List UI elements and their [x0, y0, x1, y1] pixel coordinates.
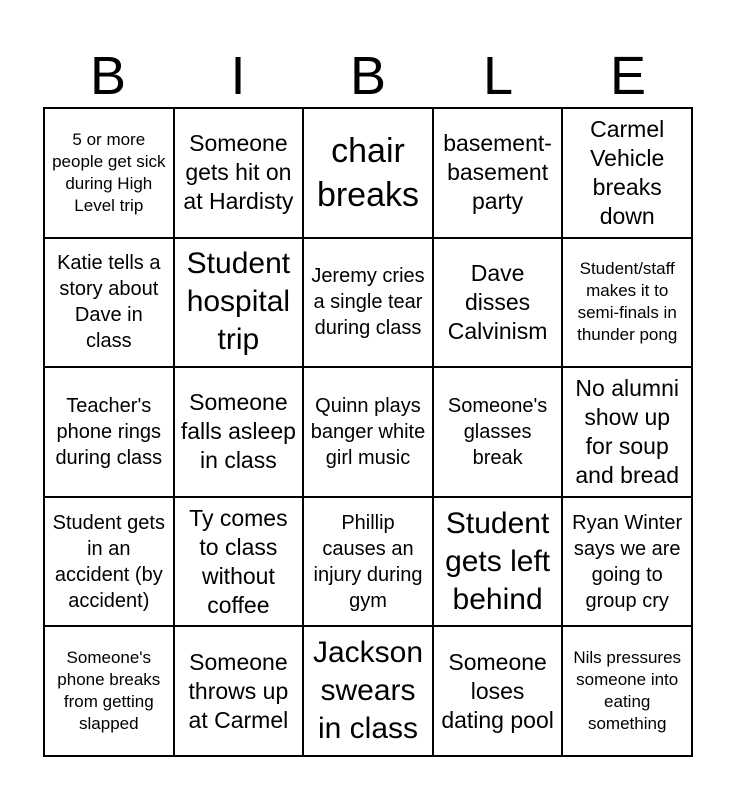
bingo-cell[interactable]: Quinn plays banger white girl music: [303, 367, 433, 497]
bingo-cell[interactable]: Ryan Winter says we are going to group cry: [562, 497, 692, 627]
bingo-cell[interactable]: 5 or more people get sick during High Level trip: [44, 108, 174, 238]
bingo-cell[interactable]: Jeremy cries a single tear during class: [303, 238, 433, 368]
bingo-cell[interactable]: Dave disses Calvinism: [433, 238, 563, 368]
bingo-grid: [43, 107, 693, 757]
bingo-cell[interactable]: Student/staff makes it to semi-finals in thunder pong: [562, 238, 692, 368]
bingo-cell[interactable]: Someone's glasses break: [433, 367, 563, 497]
bingo-cell[interactable]: Someone throws up at Carmel: [174, 626, 304, 756]
bingo-cell[interactable]: Someone loses dating pool: [433, 626, 563, 756]
bingo-cell[interactable]: Someone gets hit on at Hardisty: [174, 108, 304, 238]
bingo-header: [43, 44, 693, 108]
bingo-cell[interactable]: Teacher's phone rings during class: [44, 367, 174, 497]
header-letter-i: I: [230, 46, 246, 106]
bingo-cell[interactable]: Someone's phone breaks from getting slapped: [44, 626, 174, 756]
bingo-cell[interactable]: No alumni show up for soup and bread: [562, 367, 692, 497]
header-letter-b: B: [89, 46, 127, 106]
bingo-cell[interactable]: Carmel Vehicle breaks down: [562, 108, 692, 238]
bingo-cell[interactable]: Student gets in an accident (by accident): [44, 497, 174, 627]
bingo-cell[interactable]: chair breaks: [303, 108, 433, 238]
bingo-cell[interactable]: Jackson swears in class: [303, 626, 433, 756]
bingo-cell[interactable]: Ty comes to class without coffee: [174, 497, 304, 627]
header-letter-b2: B: [349, 46, 387, 106]
bingo-cell[interactable]: Student hospital trip: [174, 238, 304, 368]
bingo-cell[interactable]: Student gets left behind: [433, 497, 563, 627]
bingo-cell[interactable]: basement-basement party: [433, 108, 563, 238]
bingo-cell[interactable]: Katie tells a story about Dave in class: [44, 238, 174, 368]
bingo-cell[interactable]: Nils pressures someone into eating something: [562, 626, 692, 756]
header-letter-e: E: [609, 46, 647, 106]
header-letter-l: L: [482, 46, 514, 106]
bingo-cell[interactable]: Someone falls asleep in class: [174, 367, 304, 497]
bingo-cell[interactable]: Phillip causes an injury during gym: [303, 497, 433, 627]
